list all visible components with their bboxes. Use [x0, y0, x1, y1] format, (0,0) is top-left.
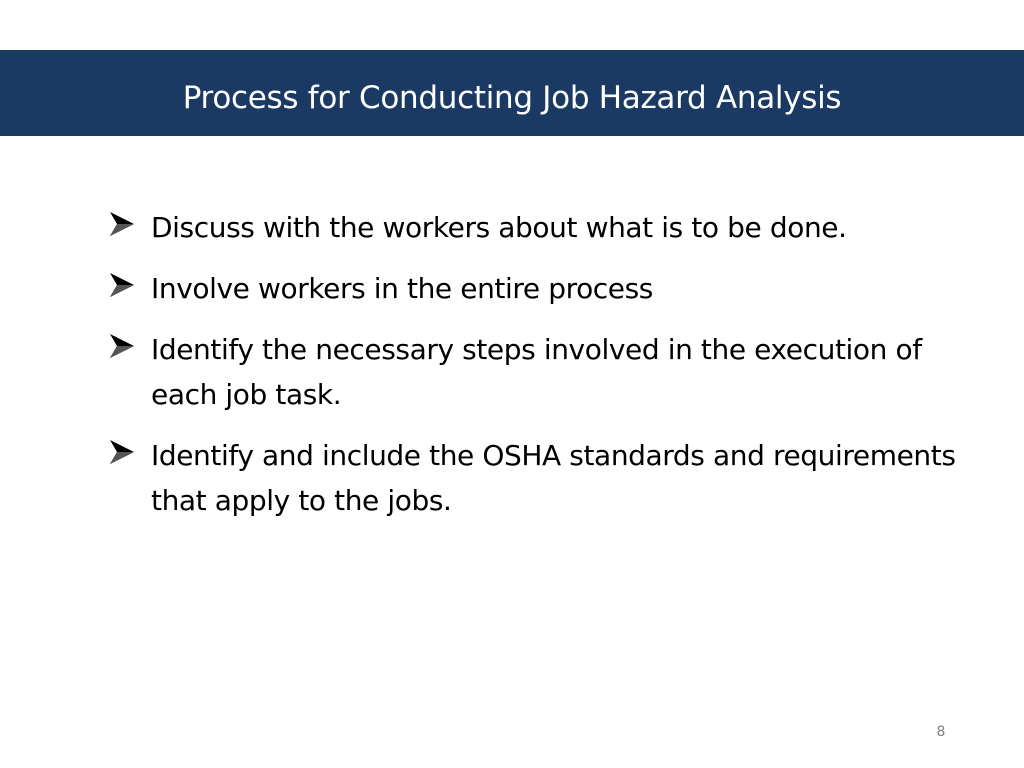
title-bar — [0, 50, 1024, 136]
bullet-list — [105, 205, 985, 539]
bullet-text: Identify and include the OSHA standards and requirements that apply to the jobs. — [151, 439, 956, 517]
arrowhead-bullet-icon — [105, 433, 151, 473]
bullet-text: Involve workers in the entire process — [151, 272, 653, 305]
bullet-text: Identify the necessary steps involved in the execution of each job task. — [151, 333, 922, 411]
bullet-item — [105, 433, 985, 523]
arrowhead-bullet-icon — [105, 205, 151, 245]
bullet-text: Discuss with the workers about what is to be done. — [151, 211, 847, 244]
page-number: 8 — [936, 724, 946, 740]
bullet-item — [105, 266, 985, 311]
bullet-item — [105, 327, 985, 417]
arrowhead-bullet-icon — [105, 266, 151, 306]
slide-title: Process for Conducting Job Hazard Analysis — [182, 80, 842, 116]
arrowhead-bullet-icon — [105, 327, 151, 367]
bullet-item — [105, 205, 985, 250]
